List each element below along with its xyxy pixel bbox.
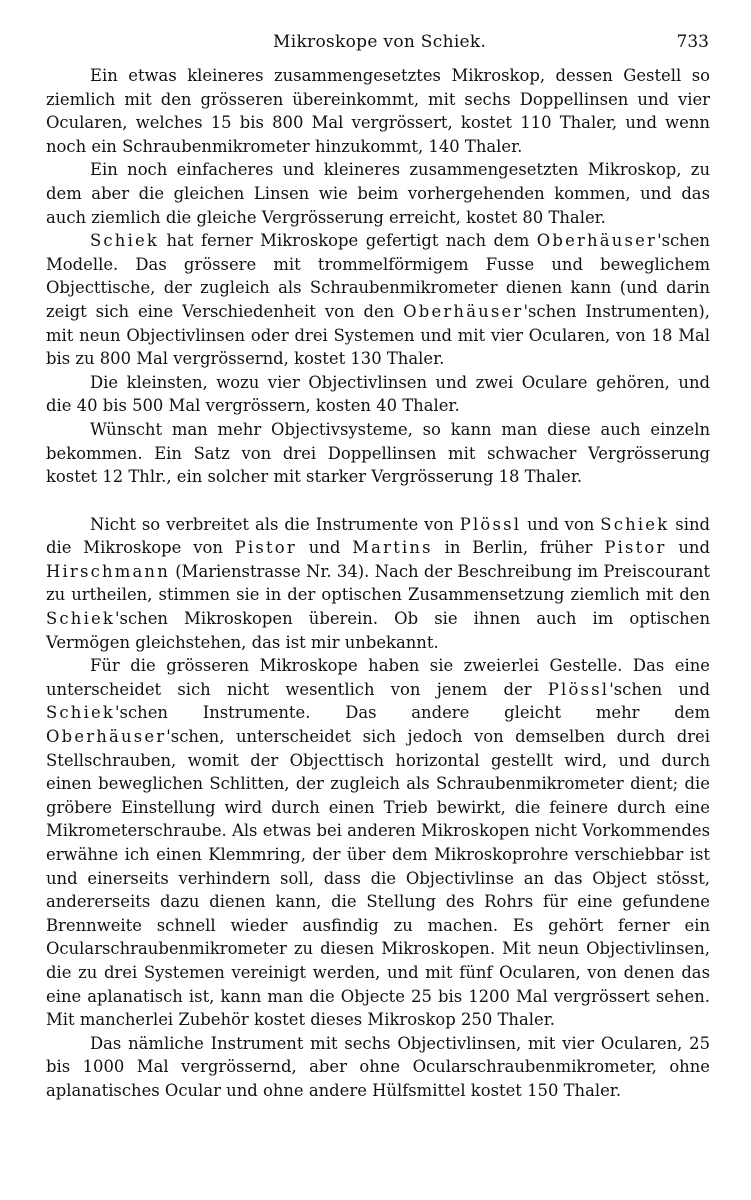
name-spaced: Oberhäuser xyxy=(403,301,524,321)
paragraph: Ein noch einfacheres und kleineres zusammengesetzten Mikroskop, zu dem aber die gleichen Linsen wie beim vorhergehenden kommen, und das auch ziemlich die gleiche Vergrösserung erreicht, kostet 80 Thaler. xyxy=(46,160,710,227)
name-spaced: Martins xyxy=(352,538,433,558)
name-spaced: Schiek xyxy=(90,231,160,251)
name-spaced: Hirschmann xyxy=(46,561,170,581)
name-spaced: Plössl xyxy=(459,514,522,534)
name-spaced: Oberhäuser xyxy=(46,727,167,747)
paragraph: Für die grösseren Mikroskope haben sie zweierlei Gestelle. Das eine unterscheidet sich nicht wesentlich von jenem der Plössl'schen und Schiek'schen Instrumente. Das andere gleicht mehr dem Oberhäuser'schen, unterscheidet sich jedoch von demselben durch drei Stellschrauben, womit der Objecttisch horizontal gestellt wird, und durch einen beweglichen Schlitten, der zugleich als Schraubenmikrometer dient; die gröbere Einstellung wird durch einen Trieb bewirkt, die feinere durch eine Mikrometerschraube. Als etwas bei anderen Mikroskopen nicht Vorkommendes erwähne ich einen Klemmring, der über dem Mikroskoprohre verschiebbar ist und einerseits verhindern soll, dass die Objectivlinse an das Object stösst, andererseits dazu dienen kann, die Stellung des Rohrs für eine gefundene Brennweite schnell wieder ausfindig zu machen. Es gehört ferner ein Ocularschraubenmikrometer zu diesen Mikroskopen. Mit neun Objectivlinsen, die zu drei Systemen vereinigt werden, und mit fünf Ocularen, von denen das eine aplanatisch ist, kann man die Objecte 25 bis 1200 Mal vergrössert sehen. Mit mancherlei Zubehör kostet dieses Mikroskop 250 Thaler. xyxy=(46,656,710,1030)
paragraph: Ein etwas kleineres zusammengesetztes Mikroskop, dessen Gestell so ziemlich mit den grösseren übereinkommt, mit sechs Doppellinsen und vier Ocularen, welches 15 bis 800 Mal vergrössert, kostet 110 Thaler, und wenn noch ein Schraubenmikrometer hinzukommt, 140 Thaler. xyxy=(46,66,710,156)
name-spaced: Pistor xyxy=(604,538,667,558)
name-spaced: Plössl xyxy=(547,679,610,699)
page-number: 733 xyxy=(676,32,709,52)
running-head: Mikroskope von Schiek. xyxy=(273,32,487,52)
name-spaced: Oberhäuser xyxy=(536,231,658,251)
paragraph: Das nämliche Instrument mit sechs Objectivlinsen, mit vier Ocularen, 25 bis 1000 Mal vergrössernd, aber ohne Ocularschraubenmikrometer, ohne aplanatisches Ocular und ohne andere Hülfsmittel kostet 150 Thaler. xyxy=(46,1033,710,1100)
paragraph: Die kleinsten, wozu vier Objectivlinsen und zwei Oculare gehören, und die 40 bis 500 Mal vergrössern, kosten 40 Thaler. xyxy=(46,372,710,416)
name-spaced: Schiek xyxy=(46,703,116,723)
paragraph: Nicht so verbreitet als die Instrumente von Plössl und von Schiek sind die Mikroskope von Pistor und Martins in Berlin, früher Pistor und Hirschmann (Marienstrasse Nr. 34). Nach der Beschreibung im Preiscourant zu urtheilen, stimmen sie in der optischen Zusammensetzung ziemlich mit den Schiek'schen Mikroskopen überein. Ob sie ihnen auch im optischen Vermögen gleichstehen, das ist mir unbekannt. xyxy=(46,514,710,652)
name-spaced: Pistor xyxy=(234,538,297,558)
paragraph: Wünscht man mehr Objectivsysteme, so kann man diese auch einzeln bekommen. Ein Satz von drei Doppellinsen mit schwacher Vergrösserung kostet 12 Thlr., ein solcher mit starker Vergrösserung 18 Thaler. xyxy=(46,419,710,487)
body-text xyxy=(46,64,710,1103)
name-spaced: Schiek xyxy=(600,514,670,534)
name-spaced: Schiek xyxy=(46,609,116,629)
paragraph: Schiek hat ferner Mikroskope gefertigt nach dem Oberhäuser'schen Modelle. Das grössere mit trommelförmigem Fusse und beweglichem Objecttische, der zugleich als Schraubenmikrometer dienen kann (und darin zeigt sich eine Verschiedenheit von den Oberhäuser'schen Instrumenten), mit neun Objectivlinsen oder drei Systemen und mit vier Ocularen, von 18 Mal bis zu 800 Mal vergrössernd, kostet 130 Thaler. xyxy=(46,231,710,369)
page-header xyxy=(0,32,751,60)
